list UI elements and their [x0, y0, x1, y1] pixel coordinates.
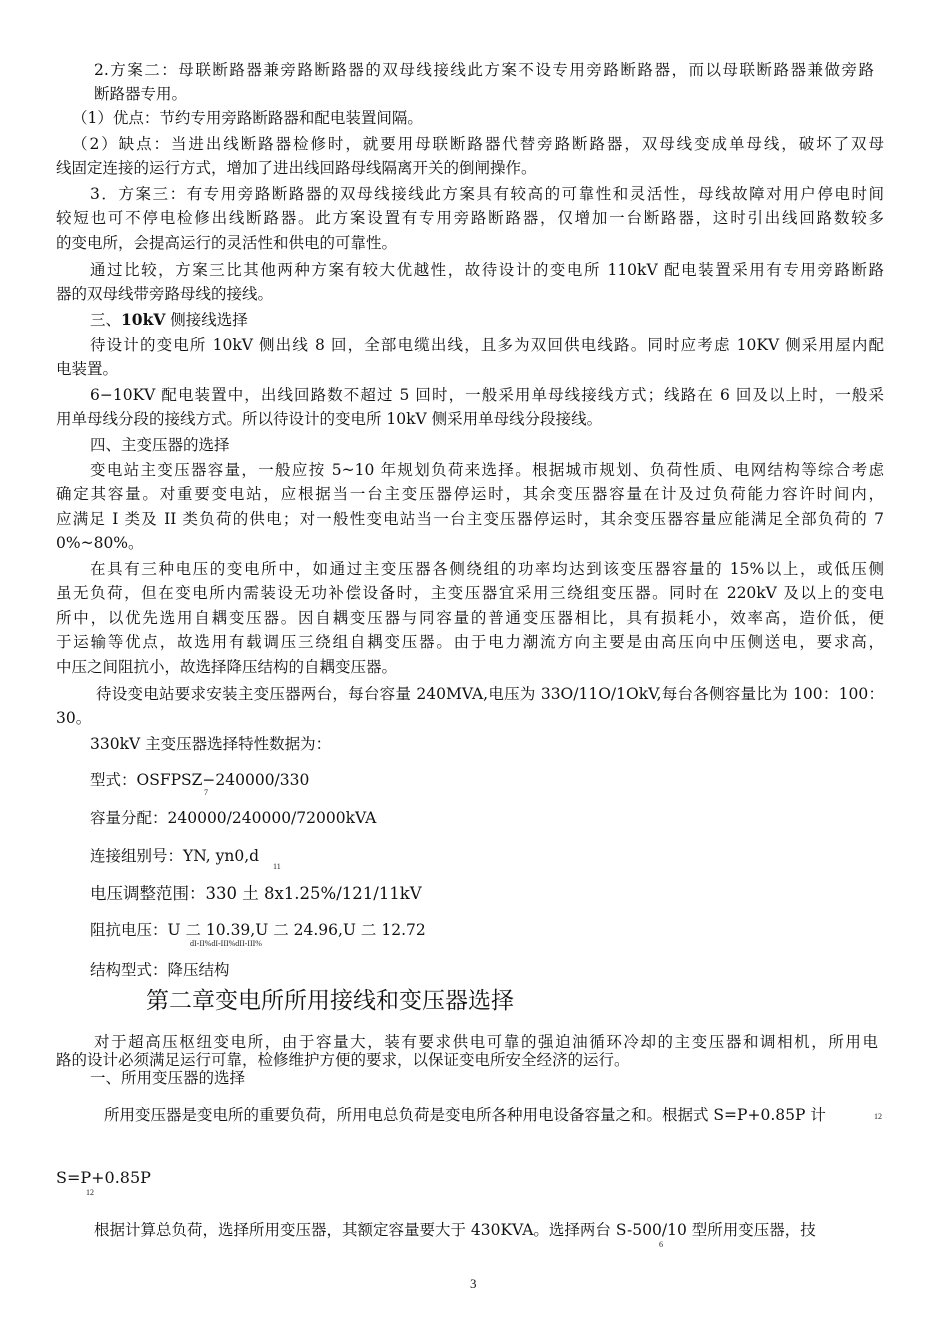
paragraph-10kv-line-1: 待设计的变电所 10kV 侧出线 8 回，全部电缆出线，且多为双回供电线路。同时应考虑 10KV 侧采用屋内配 — [90, 336, 884, 354]
paragraph-capacity-line-2: 确定其容量。对重要变电站，应根据当一台主变压器停运时，其余变压器容量在计及过负荷能力容许时间内， — [56, 485, 884, 503]
spec-structure: 结构型式：降压结构 — [90, 961, 230, 979]
paragraph-install-line-1: 待设变电站要求安装主变压器两台，每台容量 240MVA,电压为 33O/11O/1OkV,每台各侧容量比为 100：100： — [96, 685, 884, 703]
paragraph-comparison-line-2: 器的双母线带旁路母线的接线。 — [56, 285, 274, 303]
paragraph-install-line-2: 30。 — [56, 709, 92, 727]
paragraph-scheme-two-line-1: 2.方案二：母联断路器兼旁路断路器的双母线接线此方案不设专用旁路断路器，而以母联断路器兼做旁路 — [94, 61, 874, 79]
spec-capacity: 容量分配：240000/240000/72000kVA — [90, 809, 377, 827]
spec-impedance-subscript: dI-II%dI-III%dII-III% — [190, 939, 262, 948]
formula-subscript: 12 — [86, 1188, 94, 1197]
page-number: 3 — [470, 1276, 477, 1291]
heading-10kv-rest: 侧接线选择 — [165, 311, 248, 329]
paragraph-10kv-line-2: 电装置。 — [56, 360, 119, 378]
paragraph-disadvantage-line-2: 线固定连接的运行方式，增加了进出线回路母线隔离开关的倒闸操作。 — [56, 159, 537, 177]
paragraph-capacity-line-4: 0%~80%。 — [56, 534, 144, 552]
spec-model: 型式：OSFPSZ−240000/330 — [90, 771, 310, 789]
paragraph-scheme-two-line-2: 断路器专用。 — [94, 85, 188, 103]
heading-10kv-bold: 10kV — [121, 310, 166, 329]
paragraph-station-use-line-1: 对于超高压枢纽变电所，由于容量大，装有要求供电可靠的强迫油循环冷却的主变压器和调相机，所用电 — [94, 1033, 878, 1051]
paragraph-capacity-line-3: 应满足 I 类及 II 类负荷的供电；对一般性变电站当一台主变压器停运时，其余变压器容量应能满足全部负荷的 7 — [56, 510, 884, 528]
heading-10kv-wiring — [90, 310, 248, 330]
paragraph-6-10kv-line-2: 用单母线分段的接线方式。所以待设计的变电所 10kV 侧采用单母线分段接线。 — [56, 410, 603, 428]
heading-main-transformer: 四、主变压器的选择 — [90, 436, 230, 454]
heading-station-transformer: 一、所用变压器的选择 — [90, 1069, 246, 1087]
paragraph-capacity-line-1: 变电站主变压器容量，一般应按 5~10 年规划负荷来选择。根据城市规划、负荷性质、电网结构等综合考虑 — [90, 461, 884, 479]
formula-total-load: S=P+0.85P — [56, 1168, 151, 1187]
paragraph-disadvantage-line-1: （2）缺点：当进出线断路器检修时，就要用母联断路器代替旁路断路器，双母线变成单母线，破坏了双母 — [72, 135, 884, 153]
paragraph-comparison-line-1: 通过比较，方案三比其他两种方案有较大优越性，故待设计的变电所 110kV 配电装置采用有专用旁路断路 — [90, 261, 884, 279]
paragraph-scheme-three-line-1: 3．方案三：有专用旁路断路器的双母线接线此方案具有较高的可靠性和灵活性，母线故障对用户停电时间 — [90, 185, 884, 203]
heading-10kv-prefix: 三、 — [90, 311, 122, 329]
paragraph-advantage: （1）优点：节约专用旁路断路器和配电装置间隔。 — [72, 109, 423, 127]
spec-model-subscript: 7 — [204, 788, 208, 797]
paragraph-selection-line-1: 根据计算总负荷，选择所用变压器，其额定容量要大于 430KVA。选择两台 S-500/10 型所用变压器，技 — [94, 1221, 816, 1239]
spec-voltage-range: 电压调整范围：330 土 8x1.25%/121/11kV — [90, 884, 422, 903]
paragraph-three-winding-line-1: 在具有三种电压的变电所中，如通过主变压器各侧绕组的功率均达到该变压器容量的 15%以上，或低压侧 — [90, 560, 884, 578]
paragraph-selection-subscript: 6 — [659, 1240, 663, 1249]
paragraph-scheme-three-line-3: 的变电所，会提高运行的灵活性和供电的可靠性。 — [56, 234, 398, 252]
spec-intro: 330kV 主变压器选择特性数据为： — [90, 735, 332, 753]
paragraph-three-winding-line-4: 于运输等优点，故选用有载调压三绕组自耦变压器。由于电力潮流方向主要是由高压向中压侧送电，要求高， — [56, 633, 884, 651]
spec-impedance: 阻抗电压：U 二 10.39,U 二 24.96,U 二 12.72 — [90, 921, 426, 939]
paragraph-load-subscript: 12 — [874, 1112, 882, 1121]
paragraph-6-10kv-line-1: 6−10KV 配电装置中，出线回路数不超过 5 回时，一般采用单母线接线方式；线路在 6 回及以上时，一般采 — [90, 386, 884, 404]
paragraph-three-winding-line-5: 中压之间阻抗小，故选择降压结构的自耦变压器。 — [56, 658, 398, 676]
chapter-title: 第二章变电所所用接线和变压器选择 — [146, 988, 514, 1014]
paragraph-three-winding-line-2: 虽无负荷，但在变电所内需装设无功补偿设备时，主变压器宜采用三绕组变压器。同时在 220kV 及以上的变电 — [56, 584, 884, 602]
paragraph-three-winding-line-3: 所中，以优先选用自耦变压器。因自耦变压器与同容量的普通变压器相比，具有损耗小，效率高，造价低，便 — [56, 609, 884, 627]
paragraph-station-use-line-2: 路的设计必须满足运行可靠，检修维护方便的要求，以保证变电所安全经济的运行。 — [56, 1051, 630, 1069]
spec-connection-subscript: 11 — [273, 862, 281, 871]
spec-connection-group: 连接组别号：YN, yn0,d — [90, 847, 260, 865]
paragraph-load-line-1: 所用变压器是变电所的重要负荷，所用电总负荷是变电所各种用电设备容量之和。根据式 S=P+0.85P 计 — [104, 1106, 826, 1124]
paragraph-scheme-three-line-2: 较短也可不停电检修出线断路器。此方案设置有专用旁路断路器，仅增加一台断路器，这时引出线回路数较多 — [56, 209, 884, 227]
